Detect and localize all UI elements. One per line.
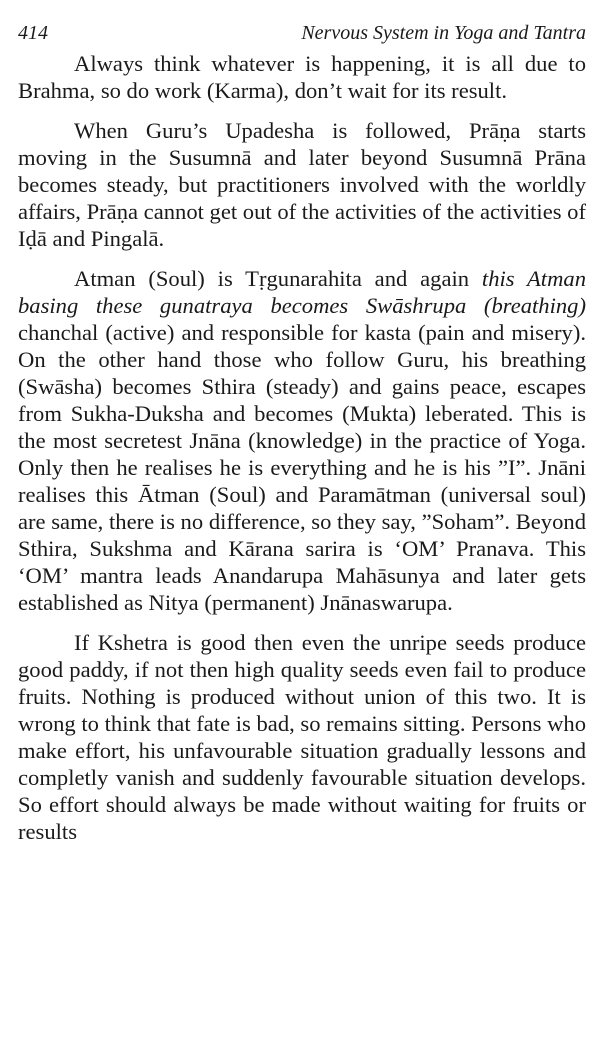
paragraph-text: Always think whatever is happening, it is all due to Brahma, so do work (Karma), don’t wait for its result.	[18, 51, 586, 103]
paragraph-2	[18, 117, 586, 252]
page-header	[18, 0, 586, 50]
paragraph-4	[18, 629, 586, 845]
paragraph-1	[18, 50, 586, 104]
paragraph-text: If Kshetra is good then even the unripe seeds produce good paddy, if not then high quality seeds even fail to produce fruits. Nothing is produced without union of this two. It is wrong to think that fate is bad, so remains sitting. Persons who make effort, his unfavourable situation gradually lessons and completly vanish and suddenly favourable situation develops. So effort should always be made without waiting for fruits or results	[18, 630, 586, 844]
paragraph-text: When Guru’s Upadesha is followed, Prāṇa starts moving in the Susumnā and later beyond Susumnā Prāna becomes steady, but practitioners involved with the worldly affairs, Prāṇa cannot get out of the activities of the activities of Iḍā and Pingalā.	[18, 118, 586, 251]
running-title: Nervous System in Yoga and Tantra	[301, 22, 586, 44]
paragraph-3	[18, 265, 586, 616]
body-text	[18, 50, 586, 845]
paragraph-text: Atman (Soul) is Tṛgunarahita and again	[74, 266, 482, 291]
italic-phrase: this Atman basing these gunatraya becomes Swāshrupa (breathing)	[18, 266, 586, 318]
paragraph-text: chanchal (active) and responsible for kasta (pain and misery). On the other hand those who follow Guru, his breathing (Swāsha) becomes Sthira (steady) and gains peace, escapes from Sukha-Duksha and becomes (Mukta) leberated. This is the most secretest Jnāna (knowledge) in the practice of Yoga. Only then he realises he is everything and he is his ”I”. Jnāni realises this Ātman (Soul) and Paramātman (universal soul) are same, there is no difference, so they say, ”Soham”. Beyond Sthira, Sukshma and Kārana sarira is ‘OM’ Pranava. This ‘OM’ mantra leads Anandarupa Mahāsunya and later gets established as Nitya (permanent) Jnānaswarupa.	[18, 320, 586, 615]
page-number: 414	[18, 22, 48, 44]
